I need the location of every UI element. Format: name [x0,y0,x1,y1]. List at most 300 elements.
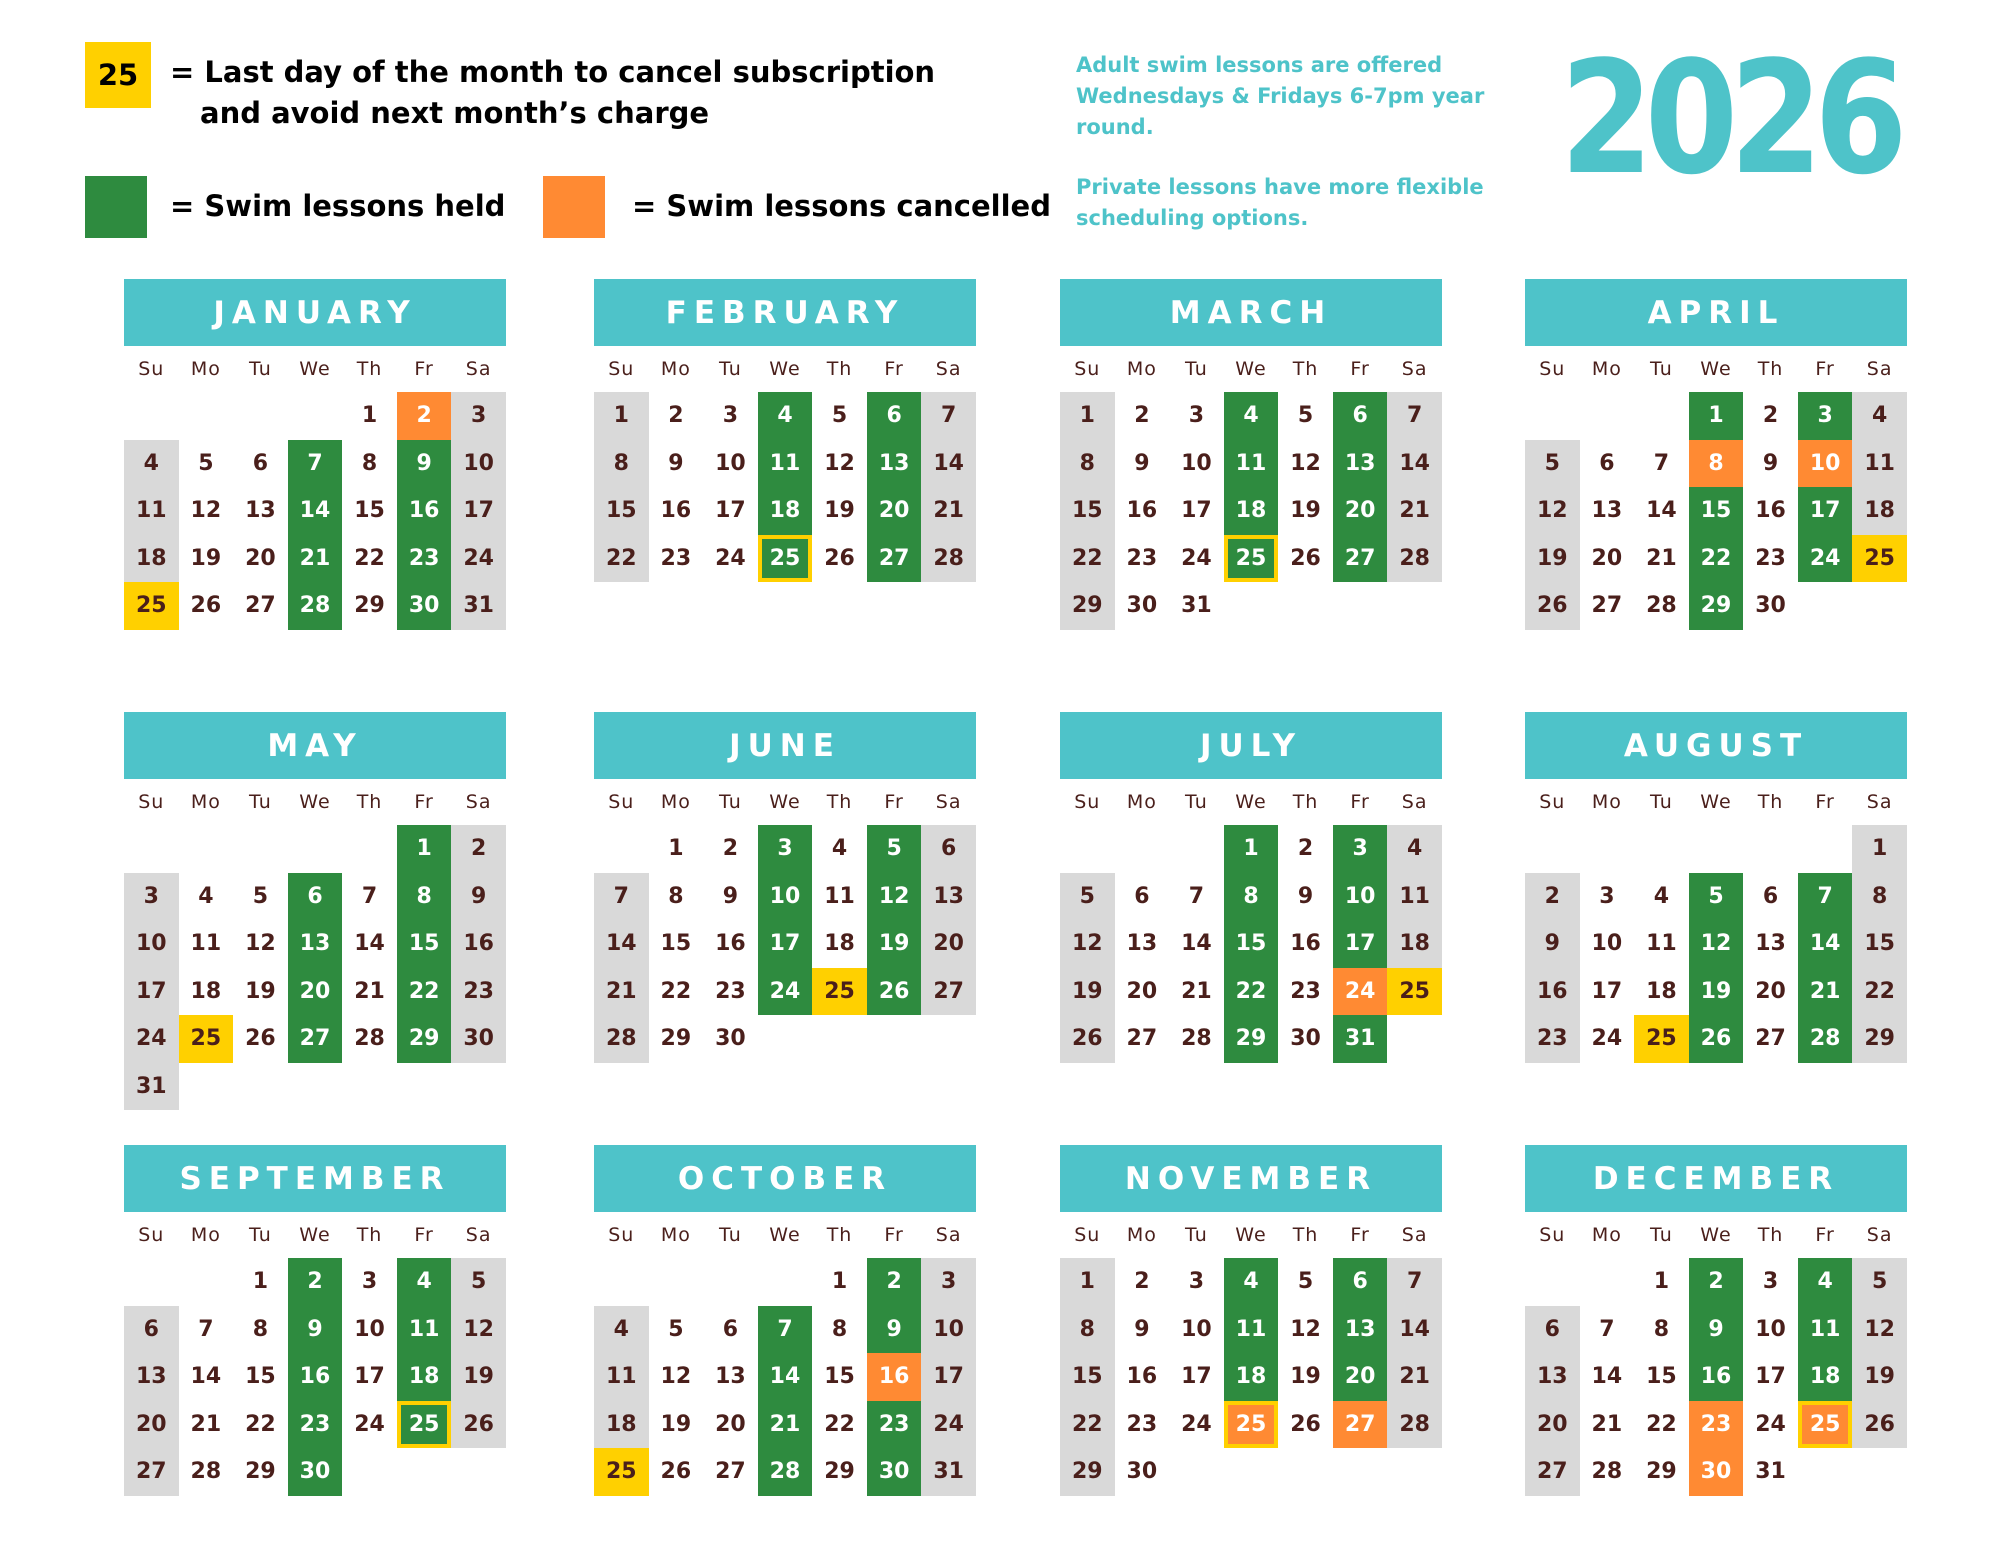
day-grid [1060,825,1442,1063]
month-header: DECEMBER [1525,1145,1907,1212]
day-cell: 11 [1646,931,1677,957]
day-cell: 14 [758,1353,813,1401]
day-cell: 7 [1188,883,1205,909]
weekday-label: Sa [465,791,492,813]
day-cell: 20 [1333,1353,1388,1401]
day-cell: 3 [1333,825,1388,873]
day-cell: 11 [397,1306,452,1354]
weekday-label: Mo [660,358,691,380]
day-cell: 21 [594,968,649,1016]
day-cell: 31 [1755,1459,1786,1485]
day-cell: 17 [124,968,179,1016]
day-cell: 6 [921,825,976,873]
day-cell: 1 [1060,392,1115,440]
day-cell: 13 [245,498,276,524]
day-cell: 17 [921,1353,976,1401]
cancelled-legend-text: = Swim lessons cancelled [632,189,1051,223]
weekday-label: Th [826,358,853,380]
day-cell: 29 [1060,1448,1115,1496]
weekday-label: Fr [414,791,434,813]
day-cell: 27 [867,535,922,583]
month-header: AUGUST [1525,712,1907,779]
day-cell: 2 [668,403,684,429]
day-cell: 18 [190,978,222,1004]
day-cell: 10 [1181,1316,1212,1342]
day-cell: 8 [831,1316,848,1342]
month-header: APRIL [1525,279,1907,346]
day-cell: 12 [1852,1306,1907,1354]
weekday-label: Su [608,358,635,380]
day-grid [1525,825,1907,1063]
day-cell: 12 [1525,487,1580,535]
day-cell: 29 [1646,1459,1677,1485]
day-cell: 26 [451,1401,506,1449]
day-cell: 14 [1387,1306,1442,1354]
day-cell: 22 [354,545,385,571]
day-cell: 2 [451,825,506,873]
weekday-label: Su [1539,791,1566,813]
day-cell: 17 [1798,487,1853,535]
day-cell: 15 [824,1364,855,1390]
day-cell: 15 [1060,1353,1115,1401]
day-cell: 26 [245,1026,276,1052]
weekday-label: Su [608,1224,635,1246]
weekday-label: Fr [414,358,434,380]
day-cell: 6 [1525,1306,1580,1354]
day-cell: 28 [1591,1459,1623,1485]
day-cell: 18 [594,1401,649,1449]
weekday-label: We [1700,791,1732,813]
weekday-label: Mo [1126,358,1157,380]
month-header: MARCH [1060,279,1442,346]
day-cell: 23 [1755,545,1786,571]
weekday-label: Th [1757,1224,1784,1246]
day-cell: 19 [1290,498,1321,524]
day-cell: 14 [1387,440,1442,488]
day-cell: 26 [190,593,222,619]
day-cell: 29 [397,1015,452,1063]
day-cell: 1 [361,403,378,429]
day-cell: 3 [1188,403,1205,429]
day-cell: 23 [867,1401,922,1449]
day-cell: 12 [245,931,276,957]
day-cell: 25 [1224,535,1279,583]
day-grid [124,392,506,630]
day-cell: 26 [1290,1411,1321,1437]
day-cell: 10 [758,873,813,921]
day-cell: 30 [1689,1448,1744,1496]
weekday-label: Mo [1591,791,1622,813]
weekday-label: We [299,358,331,380]
day-cell: 23 [1525,1015,1580,1063]
day-cell: 2 [288,1258,343,1306]
weekday-label: Fr [884,1224,904,1246]
day-cell: 5 [831,403,848,429]
day-cell: 31 [124,1063,179,1111]
day-cell: 27 [1333,535,1388,583]
day-cell: 30 [1126,593,1158,619]
day-grid [124,825,506,1110]
weekday-label: Sa [1866,791,1893,813]
day-cell: 13 [921,873,976,921]
day-cell: 3 [1599,883,1615,909]
day-cell: 23 [288,1401,343,1449]
day-cell: 4 [1224,1258,1279,1306]
day-cell: 27 [1126,1026,1158,1052]
day-cell: 3 [758,825,813,873]
day-cell: 5 [198,450,214,476]
day-cell: 29 [1060,582,1115,630]
day-cell: 26 [1290,545,1321,571]
day-cell: 1 [1224,825,1279,873]
day-cell: 8 [1224,873,1279,921]
day-cell: 19 [1525,535,1580,583]
day-cell: 10 [1798,440,1853,488]
weekday-label: Su [138,358,165,380]
day-cell: 1 [1060,1258,1115,1306]
weekday-label: Tu [1650,358,1673,380]
day-cell: 15 [397,920,452,968]
day-cell: 6 [1134,883,1150,909]
day-cell: 19 [824,498,855,524]
day-cell: 10 [1181,450,1212,476]
day-cell: 4 [1224,392,1279,440]
weekday-label: We [769,791,801,813]
day-cell: 9 [288,1306,343,1354]
day-cell: 7 [594,873,649,921]
weekday-label: Sa [935,791,962,813]
weekday-label: Sa [1401,791,1428,813]
day-grid [594,825,976,1063]
day-cell: 13 [1333,1306,1388,1354]
day-cell: 16 [1126,1364,1158,1390]
weekday-label: Th [1757,358,1784,380]
day-cell: 9 [1689,1306,1744,1354]
day-cell: 13 [1591,498,1623,524]
day-cell: 18 [1224,1353,1279,1401]
day-cell: 3 [361,1269,378,1295]
day-cell: 24 [451,535,506,583]
weekday-label: Th [826,791,853,813]
month-header: NOVEMBER [1060,1145,1442,1212]
day-cell: 23 [1126,1411,1158,1437]
weekday-header-row [594,346,976,392]
held-legend-text: = Swim lessons held [170,189,506,223]
day-cell: 7 [1653,450,1670,476]
day-cell: 5 [1060,873,1115,921]
day-cell: 27 [245,593,276,619]
day-cell: 14 [1181,931,1212,957]
day-grid [594,392,976,582]
weekday-header-row [594,779,976,825]
day-cell: 24 [354,1411,385,1437]
day-cell: 2 [1762,403,1779,429]
day-cell: 20 [288,968,343,1016]
weekday-header-row [1060,346,1442,392]
day-cell: 4 [1852,392,1907,440]
day-cell: 27 [715,1459,746,1485]
day-cell: 19 [1852,1353,1907,1401]
day-cell: 6 [867,392,922,440]
day-cell: 19 [1689,968,1744,1016]
month-header: SEPTEMBER [124,1145,506,1212]
day-cell: 29 [660,1026,692,1052]
day-cell: 28 [288,582,343,630]
day-cell: 24 [1181,545,1212,571]
day-cell: 20 [1126,978,1158,1004]
weekday-header-row [124,1212,506,1258]
day-cell: 30 [715,1026,746,1052]
day-cell: 3 [124,873,179,921]
day-cell: 18 [1387,920,1442,968]
day-grid [1525,1258,1907,1496]
day-cell: 5 [252,883,269,909]
day-cell: 30 [288,1448,343,1496]
day-cell: 13 [715,1364,746,1390]
day-cell: 3 [1188,1269,1205,1295]
day-cell: 20 [715,1411,746,1437]
weekday-label: Tu [719,791,742,813]
day-cell: 26 [1852,1401,1907,1449]
day-cell: 11 [824,883,855,909]
day-cell: 21 [921,487,976,535]
held-legend-swatch [85,176,147,238]
day-cell: 11 [1798,1306,1853,1354]
day-cell: 31 [451,582,506,630]
weekday-label: Su [1539,1224,1566,1246]
day-cell: 18 [124,535,179,583]
day-cell: 30 [1126,1459,1158,1485]
day-cell: 30 [451,1015,506,1063]
day-cell: 7 [1599,1316,1615,1342]
day-cell: 14 [190,1364,222,1390]
day-cell: 4 [1387,825,1442,873]
day-cell: 7 [921,392,976,440]
weekday-label: Tu [719,1224,742,1246]
day-cell: 8 [668,883,684,909]
weekday-label: We [1235,1224,1267,1246]
day-cell: 11 [1224,440,1279,488]
day-cell: 11 [758,440,813,488]
day-cell: 4 [594,1306,649,1354]
weekday-label: Mo [660,791,691,813]
month-may [124,712,506,1110]
day-cell: 11 [1852,440,1907,488]
day-cell: 14 [921,440,976,488]
day-cell: 17 [1181,1364,1212,1390]
day-cell: 14 [594,920,649,968]
day-cell: 9 [867,1306,922,1354]
day-cell: 11 [124,487,179,535]
day-cell: 17 [1333,920,1388,968]
day-cell: 2 [722,836,739,862]
day-cell: 11 [1224,1306,1279,1354]
day-cell: 14 [354,931,385,957]
day-cell: 26 [1689,1015,1744,1063]
weekday-label: Tu [249,1224,272,1246]
day-cell: 17 [451,487,506,535]
day-cell: 16 [715,931,746,957]
day-cell: 22 [1060,1401,1115,1449]
day-cell: 7 [758,1306,813,1354]
month-november [1060,1145,1442,1496]
day-cell: 22 [824,1411,855,1437]
weekday-label: Fr [1815,358,1835,380]
day-cell: 19 [660,1411,692,1437]
day-cell: 20 [1591,545,1623,571]
weekday-label: We [1235,791,1267,813]
day-cell: 24 [1755,1411,1786,1437]
day-cell: 31 [1333,1015,1388,1063]
day-cell: 10 [1333,873,1388,921]
day-cell: 22 [245,1411,276,1437]
day-cell: 7 [198,1316,214,1342]
day-cell: 7 [288,440,343,488]
weekday-label: We [1700,1224,1732,1246]
weekday-label: Fr [884,791,904,813]
day-cell: 10 [1591,931,1623,957]
day-cell: 5 [451,1258,506,1306]
weekday-header-row [1525,779,1907,825]
day-cell: 18 [1798,1353,1853,1401]
day-cell: 1 [397,825,452,873]
weekday-label: Sa [1401,1224,1428,1246]
month-header: JULY [1060,712,1442,779]
year-title: 2026 [1560,27,1900,209]
day-cell: 9 [1297,883,1314,909]
day-cell: 24 [1333,968,1388,1016]
weekday-label: Fr [414,1224,434,1246]
weekday-label: Mo [660,1224,691,1246]
day-cell: 19 [190,545,222,571]
day-cell: 22 [1060,535,1115,583]
day-cell: 15 [354,498,385,524]
day-cell: 4 [1798,1258,1853,1306]
day-cell: 9 [451,873,506,921]
day-cell: 20 [124,1401,179,1449]
day-cell: 13 [124,1353,179,1401]
day-cell: 29 [824,1459,855,1485]
day-cell: 21 [1646,545,1677,571]
weekday-label: We [769,358,801,380]
day-cell: 10 [124,920,179,968]
day-grid [1060,1258,1442,1496]
day-cell: 31 [921,1448,976,1496]
day-cell: 12 [1290,450,1321,476]
weekday-label: Fr [1350,1224,1370,1246]
day-cell: 2 [1689,1258,1744,1306]
day-cell: 17 [1181,498,1212,524]
day-cell: 9 [668,450,684,476]
day-cell: 3 [1762,1269,1779,1295]
weekday-label: Sa [465,1224,492,1246]
weekday-label: Th [1292,358,1319,380]
day-cell: 7 [1387,392,1442,440]
day-cell: 8 [1689,440,1744,488]
day-cell: 30 [397,582,452,630]
weekday-label: Tu [1650,1224,1673,1246]
weekday-label: Fr [1350,791,1370,813]
day-cell: 6 [1599,450,1615,476]
month-june [594,712,976,1063]
weekday-label: Tu [1185,791,1208,813]
day-cell: 16 [1689,1353,1744,1401]
day-grid [1060,392,1442,630]
day-cell: 21 [1181,978,1212,1004]
day-cell: 20 [867,487,922,535]
month-header: MAY [124,712,506,779]
weekday-label: Su [138,791,165,813]
day-cell: 29 [245,1459,276,1485]
day-cell: 9 [722,883,739,909]
day-cell: 16 [1525,968,1580,1016]
day-cell: 2 [867,1258,922,1306]
weekday-label: Tu [249,358,272,380]
day-cell: 5 [1689,873,1744,921]
day-cell: 18 [1224,487,1279,535]
day-cell: 30 [1755,593,1786,619]
day-cell: 4 [831,836,848,862]
day-cell: 10 [715,450,746,476]
weekday-label: Sa [1866,358,1893,380]
day-cell: 1 [1653,1269,1670,1295]
day-cell: 5 [1525,440,1580,488]
day-cell: 15 [1852,920,1907,968]
weekday-header-row [1060,1212,1442,1258]
day-cell: 28 [1387,535,1442,583]
day-cell: 5 [1297,403,1314,429]
day-cell: 23 [1126,545,1158,571]
day-cell: 10 [1755,1316,1786,1342]
day-cell: 21 [1591,1411,1623,1437]
day-cell: 27 [288,1015,343,1063]
weekday-label: Tu [249,791,272,813]
day-cell: 8 [1653,1316,1670,1342]
day-cell: 8 [1852,873,1907,921]
day-cell: 20 [245,545,276,571]
day-cell: 19 [451,1353,506,1401]
weekday-label: Sa [465,358,492,380]
deadline-legend-text-line1: = Last day of the month to cancel subscription [170,55,936,89]
weekday-header-row [1525,346,1907,392]
weekday-label: Su [1074,791,1101,813]
weekday-label: Fr [1815,1224,1835,1246]
day-cell: 16 [1290,931,1321,957]
day-cell: 25 [1634,1015,1689,1063]
day-cell: 27 [1525,1448,1580,1496]
weekday-label: Mo [1126,791,1157,813]
day-cell: 13 [867,440,922,488]
day-cell: 8 [1060,440,1115,488]
weekday-label: Su [1539,358,1566,380]
day-cell: 25 [124,582,179,630]
month-header: OCTOBER [594,1145,976,1212]
day-cell: 5 [1297,1269,1314,1295]
day-cell: 3 [451,392,506,440]
day-cell: 20 [921,920,976,968]
weekday-label: Mo [1591,1224,1622,1246]
day-cell: 24 [124,1015,179,1063]
day-cell: 3 [921,1258,976,1306]
day-cell: 17 [1591,978,1623,1004]
day-cell: 4 [198,883,214,909]
day-cell: 3 [722,403,739,429]
month-header: JUNE [594,712,976,779]
day-cell: 7 [361,883,378,909]
day-cell: 6 [1333,392,1388,440]
day-cell: 26 [824,545,855,571]
day-cell: 10 [921,1306,976,1354]
